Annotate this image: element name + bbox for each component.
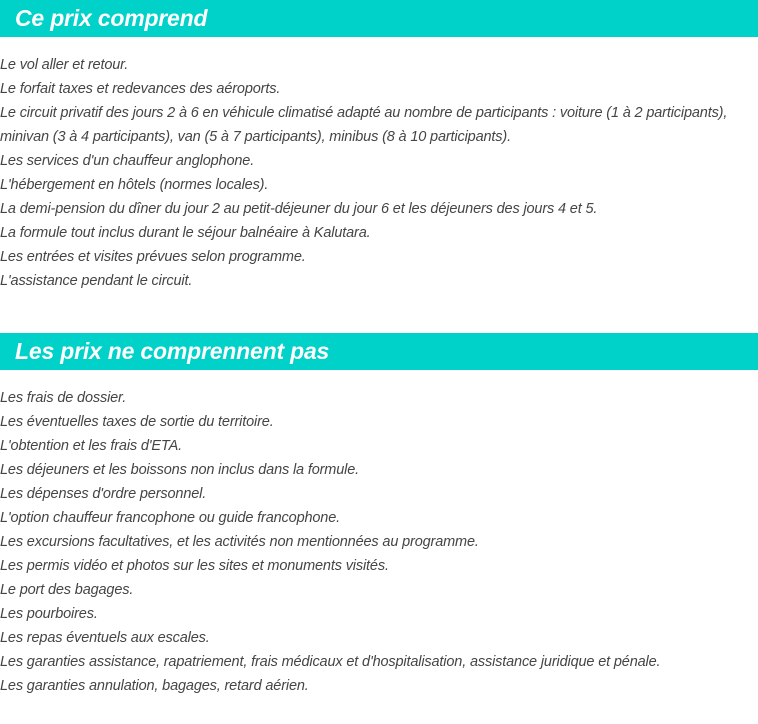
section-title: Ce prix comprend	[0, 0, 758, 37]
section-title: Les prix ne comprennent pas	[0, 333, 758, 370]
list-item: Les éventuelles taxes de sortie du territoire.	[0, 414, 274, 430]
list-item: Le circuit privatif des jours 2 à 6 en véhicule climatisé adapté au nombre de participants : voiture (1 à 2 participants), minivan (3 à 4 participants), van (5 à 7 participants), minibus (8 à 10 participants).	[0, 105, 728, 145]
list-item: Le forfait taxes et redevances des aéroports.	[0, 81, 281, 97]
list-item: La formule tout inclus durant le séjour balnéaire à Kalutara.	[0, 225, 371, 241]
list-item: Le port des bagages.	[0, 582, 134, 598]
list-item: Les garanties assistance, rapatriement, frais médicaux et d'hospitalisation, assistance juridique et pénale.	[0, 654, 661, 670]
excluded-list	[0, 386, 758, 698]
list-item: La demi-pension du dîner du jour 2 au petit-déjeuner du jour 6 et les déjeuners des jours 4 et 5.	[0, 201, 598, 217]
list-item: L'assistance pendant le circuit.	[0, 273, 193, 289]
list-item: L'option chauffeur francophone ou guide francophone.	[0, 510, 341, 526]
included-list	[0, 53, 758, 293]
list-item: Les garanties annulation, bagages, retard aérien.	[0, 678, 309, 694]
list-item: Les services d'un chauffeur anglophone.	[0, 153, 255, 169]
list-item: Les entrées et visites prévues selon programme.	[0, 249, 306, 265]
price-excludes-section	[0, 333, 758, 698]
price-includes-section	[0, 0, 758, 293]
list-item: Les repas éventuels aux escales.	[0, 630, 210, 646]
list-item: Les frais de dossier.	[0, 390, 127, 406]
list-item: Les pourboires.	[0, 606, 98, 622]
list-item: L'obtention et les frais d'ETA.	[0, 438, 182, 454]
list-item: Les déjeuners et les boissons non inclus dans la formule.	[0, 462, 359, 478]
list-item: Les excursions facultatives, et les activités non mentionnées au programme.	[0, 534, 479, 550]
list-item: Les dépenses d'ordre personnel.	[0, 486, 207, 502]
list-item: Le vol aller et retour.	[0, 57, 129, 73]
list-item: Les permis vidéo et photos sur les sites et monuments visités.	[0, 558, 389, 574]
list-item: L'hébergement en hôtels (normes locales).	[0, 177, 269, 193]
